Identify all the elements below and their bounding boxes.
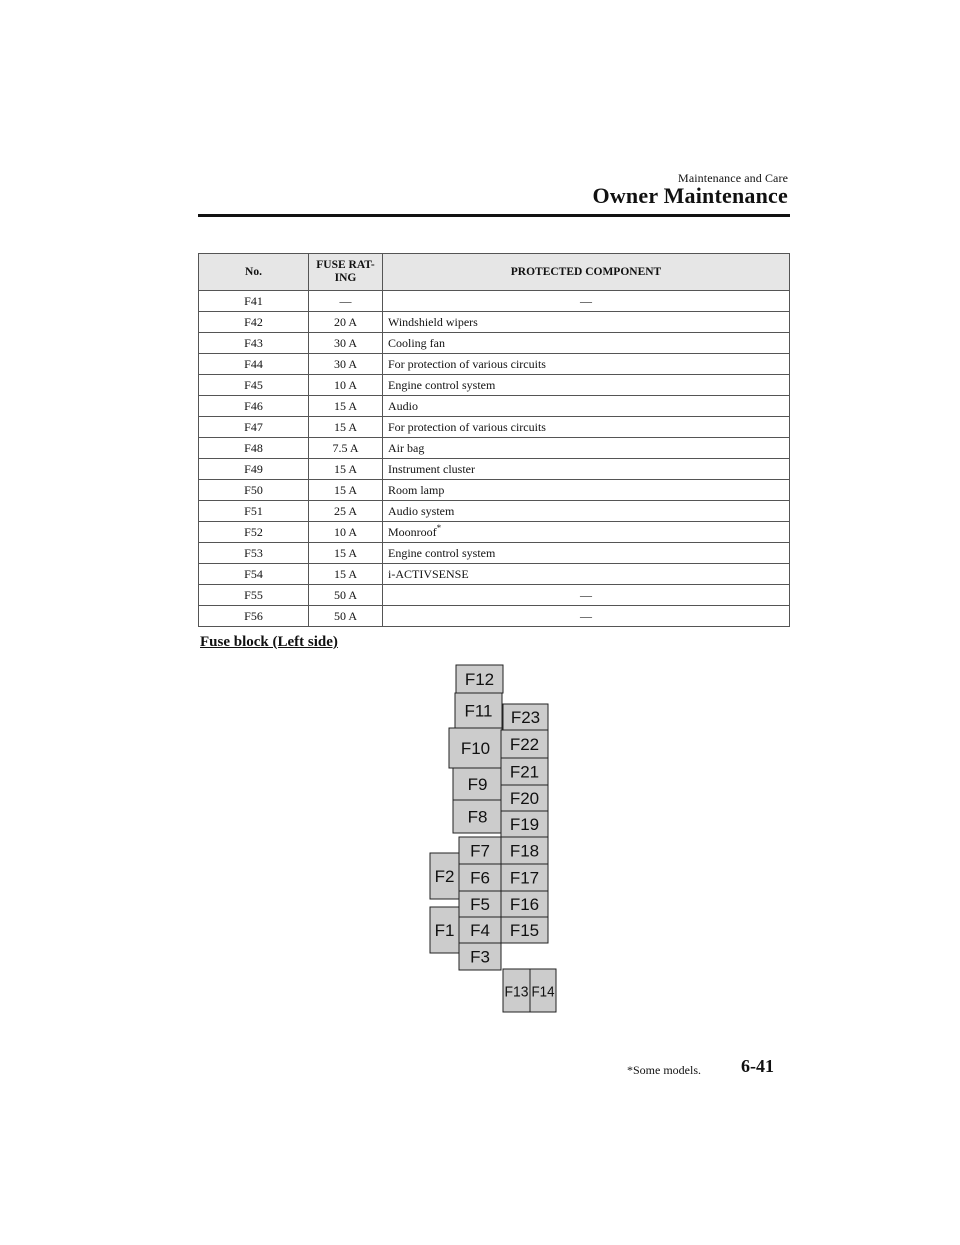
fuse-rating-cell: 30 A [309, 354, 383, 375]
fuse-rating-cell: 15 A [309, 543, 383, 564]
fuse-block-heading: Fuse block (Left side) [200, 634, 338, 650]
fuse-slot-label: F20 [509, 789, 540, 808]
fuse-slot-f18 [501, 837, 548, 864]
fuse-slot-f21 [501, 758, 548, 785]
fuse-slot-f8 [453, 800, 502, 833]
fuse-rating-cell: 50 A [309, 606, 383, 627]
column-header-no: No. [199, 254, 309, 291]
fuse-number-cell: F42 [199, 312, 309, 333]
column-header-protected-component: PROTECTED COMPONENT [383, 254, 790, 291]
fuse-rating-cell: — [309, 291, 383, 312]
fuse-slot-f23 [503, 704, 548, 730]
fuse-number-cell: F48 [199, 438, 309, 459]
fuse-slot-label: F18 [509, 841, 540, 861]
fuse-slot-f15 [501, 917, 548, 943]
fuse-slot-f11 [455, 693, 502, 728]
protected-component-text: Windshield wipers [388, 314, 478, 329]
fuse-rating-cell: 15 A [309, 480, 383, 501]
protected-component-text: Cooling fan [388, 335, 445, 350]
fuse-number-cell: F56 [199, 606, 309, 627]
fuse-slot-label: F9 [467, 775, 488, 794]
fuse-slot-label: F8 [467, 807, 488, 827]
fuse-slot-f14 [530, 969, 556, 1012]
fuse-rating-cell: 7.5 A [309, 438, 383, 459]
fuse-slot-f12 [456, 665, 503, 693]
fuse-slot-f5 [459, 891, 501, 917]
protected-component-text: Audio system [388, 503, 455, 518]
fuse-slot-f4 [459, 917, 501, 943]
fuse-slot-f17 [501, 864, 548, 891]
section-title: Owner Maintenance [592, 183, 788, 208]
footnote: *Some models. [627, 1063, 701, 1077]
fuse-slot-label: F6 [470, 868, 490, 888]
protected-component-text: For protection of various circuits [388, 356, 546, 371]
section-label: Maintenance and Care [678, 171, 788, 185]
fuse-rating-cell: 10 A [309, 522, 383, 543]
fuse-slot-f16 [501, 891, 548, 917]
fuse-slot-label: F1 [434, 921, 455, 940]
protected-component-text: Air bag [388, 440, 425, 455]
fuse-number-cell: F54 [199, 564, 309, 585]
fuse-rating-cell: 15 A [309, 417, 383, 438]
fuse-slot-label: F10 [460, 739, 491, 758]
fuse-number-cell: F55 [199, 585, 309, 606]
fuse-slot-label: F17 [509, 868, 540, 888]
protected-component-text: Room lamp [388, 482, 445, 497]
fuse-slot-label: F19 [509, 815, 540, 834]
fuse-rating-cell: 15 A [309, 396, 383, 417]
protected-component-text: Engine control system [388, 545, 496, 560]
protected-component-text: For protection of various circuits [388, 419, 546, 434]
fuse-slot-f20 [501, 785, 548, 811]
column-header-fuse-rating: FUSE RAT- ING [309, 254, 383, 291]
protected-component-text: — [580, 293, 592, 308]
some-models-marker: * [436, 522, 442, 533]
fuse-rating-cell: 15 A [309, 564, 383, 585]
fuse-number-cell: F46 [199, 396, 309, 417]
fuse-slot-label: F2 [434, 867, 455, 886]
fuse-rating-cell: 30 A [309, 333, 383, 354]
fuse-number-cell: F43 [199, 333, 309, 354]
fuse-slot-f6 [459, 864, 501, 891]
fuse-slot-label: F21 [509, 762, 540, 782]
fuse-number-cell: F49 [199, 459, 309, 480]
protected-component-text: Instrument cluster [388, 461, 475, 476]
fuse-slot-f2 [430, 853, 459, 899]
fuse-number-cell: F47 [199, 417, 309, 438]
fuse-slot-label: F13 [504, 983, 529, 1001]
fuse-slot-label: F5 [470, 895, 490, 914]
fuse-slot-f3 [459, 943, 501, 970]
fuse-number-cell: F51 [199, 501, 309, 522]
fuse-number-cell: F44 [199, 354, 309, 375]
protected-component-text: i-ACTIVSENSE [388, 566, 469, 581]
fuse-slot-f9 [453, 768, 502, 800]
protected-component-text: Engine control system [388, 377, 496, 392]
fuse-slot-f22 [501, 730, 548, 758]
fuse-number-cell: F41 [199, 291, 309, 312]
fuse-rating-cell: 20 A [309, 312, 383, 333]
fuse-slot-f19 [501, 811, 548, 837]
fuse-slot-f7 [459, 837, 501, 864]
fuse-number-cell: F53 [199, 543, 309, 564]
fuse-number-cell: F50 [199, 480, 309, 501]
fuse-slot-label: F15 [509, 921, 540, 940]
fuse-number-cell: F45 [199, 375, 309, 396]
fuse-rating-cell: 50 A [309, 585, 383, 606]
fuse-slot-label: F16 [509, 895, 540, 914]
fuse-slot-label: F11 [464, 701, 493, 721]
fuse-slot-f13 [503, 969, 530, 1012]
fuse-slot-label: F22 [509, 735, 540, 754]
fuse-slot-label: F14 [531, 983, 555, 1001]
fuse-rating-cell: 25 A [309, 501, 383, 522]
fuse-slot-label: F4 [470, 921, 490, 940]
fuse-slot-label: F23 [510, 708, 541, 727]
protected-component-text: — [580, 587, 592, 602]
protected-component-text: Audio [388, 398, 418, 413]
fuse-rating-cell: 15 A [309, 459, 383, 480]
fuse-slot-label: F7 [470, 841, 490, 861]
fuse-rating-cell: 10 A [309, 375, 383, 396]
fuse-slot-f1 [430, 907, 459, 953]
protected-component-text: Moonroof [388, 524, 437, 539]
fuse-slot-label: F3 [470, 947, 490, 967]
fuse-number-cell: F52 [199, 522, 309, 543]
fuse-slot-label: F12 [464, 670, 495, 689]
fuse-slot-f10 [449, 728, 502, 768]
protected-component-text: — [580, 608, 592, 623]
page-number: 6-41 [741, 1056, 774, 1076]
